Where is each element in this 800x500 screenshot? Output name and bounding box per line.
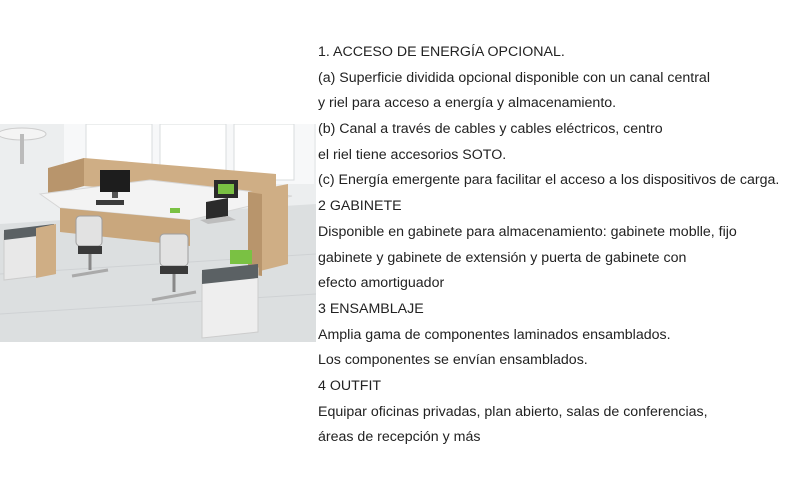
text-line: gabinete y gabinete de extensión y puerta de gabinete con (318, 249, 687, 266)
office-workstation-photo (0, 124, 316, 342)
text-line: (a) Superficie dividida opcional disponible con un canal central (318, 69, 710, 86)
text-line: y riel para acceso a energía y almacenamiento. (318, 95, 617, 112)
text-line: el riel tiene accesorios SOTO. (318, 146, 507, 163)
text-line: Los componentes se envían ensamblados. (318, 352, 588, 369)
section-heading-outfit: 4 OUTFIT (318, 377, 382, 394)
section-heading-cabinet: 2 GABINETE (318, 198, 402, 215)
text-line: efecto amortiguador (318, 275, 445, 292)
text-line: (c) Energía emergente para facilitar el acceso a los dispositivos de carga. (318, 172, 780, 189)
text-line: Disponible en gabinete para almacenamiento: gabinete moblle, fijo (318, 223, 737, 240)
text-line: Amplia gama de componentes laminados ensamblados. (318, 326, 671, 343)
text-line: áreas de recepción y más (318, 429, 481, 446)
section-heading-energy: 1. ACCESO DE ENERGÍA OPCIONAL. (318, 44, 565, 60)
text-line: (b) Canal a través de cables y cables eléctricos, centro (318, 121, 663, 138)
section-heading-assembly: 3 ENSAMBLAJE (318, 300, 424, 317)
text-line: Equipar oficinas privadas, plan abierto, salas de conferencias, (318, 403, 708, 420)
description-text (318, 40, 800, 451)
